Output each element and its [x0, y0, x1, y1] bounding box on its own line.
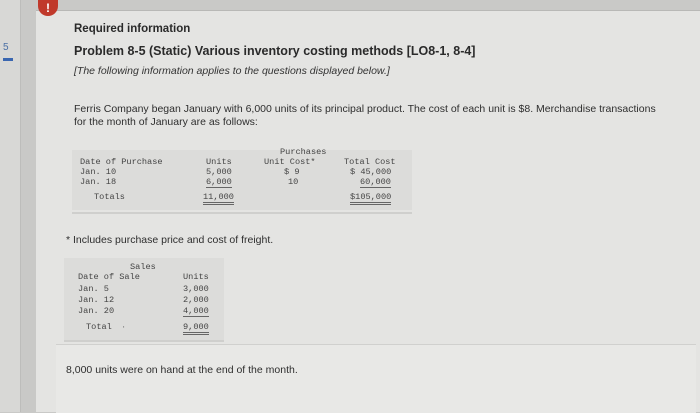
purchase-row-units: 5,000: [206, 167, 232, 177]
sale-row-units: 2,000: [183, 295, 209, 305]
purchase-row-unit-cost: $ 9: [284, 167, 300, 177]
purchases-totals-units: 11,000: [203, 192, 234, 205]
sales-group-header: Sales: [130, 262, 156, 272]
purchases-totals-label: Totals: [94, 192, 125, 202]
sale-row-date: Jan. 20: [78, 306, 115, 316]
applies-note: [The following information applies to the questions displayed below.]: [74, 65, 390, 77]
left-rail: [0, 0, 21, 412]
col-unit-cost: Unit Cost*: [264, 157, 316, 167]
required-info-title: Required information: [74, 23, 191, 35]
sales-total-label: Total: [86, 322, 112, 332]
purchases-totals-cost: $105,000: [350, 192, 391, 205]
bullet-icon: ·: [121, 322, 127, 332]
purchases-group-header: Purchases: [280, 147, 327, 157]
col-date-of-purchase: Date of Purchase: [80, 157, 163, 167]
footnote: * Includes purchase price and cost of freight.: [66, 234, 274, 246]
purchase-row-date: Jan. 18: [80, 177, 117, 187]
sale-row-date: Jan. 5: [78, 284, 109, 294]
intro-text: Ferris Company began January with 6,000 units of its principal product. The cost of each unit is $8. Merchandise transactions for the month of January are as follows:: [74, 103, 656, 128]
alert-icon[interactable]: !: [38, 0, 58, 16]
sale-row-units: 4,000: [183, 306, 209, 316]
ending-info-box: [56, 344, 696, 413]
sale-row-date: Jan. 12: [78, 295, 115, 305]
purchases-table-divider: [72, 212, 412, 214]
panel-divider: [36, 10, 700, 11]
purchase-row-units: 6,000: [206, 177, 232, 187]
sales-table-divider: [64, 340, 224, 342]
sales-total-units: 9,000: [183, 322, 209, 335]
purchase-row-date: Jan. 10: [80, 167, 117, 177]
ending-inventory-text: 8,000 units were on hand at the end of the month.: [66, 364, 298, 376]
purchase-row-total: $ 45,000: [350, 167, 392, 177]
col-units: Units: [206, 157, 232, 167]
problem-title: Problem 8-5 (Static) Various inventory costing methods [LO8-1, 8-4]: [74, 44, 476, 58]
purchase-row-total: 60,000: [360, 177, 391, 187]
purchase-row-unit-cost: 10: [288, 177, 299, 187]
sale-row-units: 3,000: [183, 284, 209, 294]
col-date-of-sale: Date of Sale: [78, 272, 140, 282]
current-question-indicator: [3, 58, 13, 61]
col-total-cost: Total Cost: [344, 157, 396, 167]
question-number[interactable]: 5: [3, 42, 9, 53]
col-sale-units: Units: [183, 272, 209, 282]
